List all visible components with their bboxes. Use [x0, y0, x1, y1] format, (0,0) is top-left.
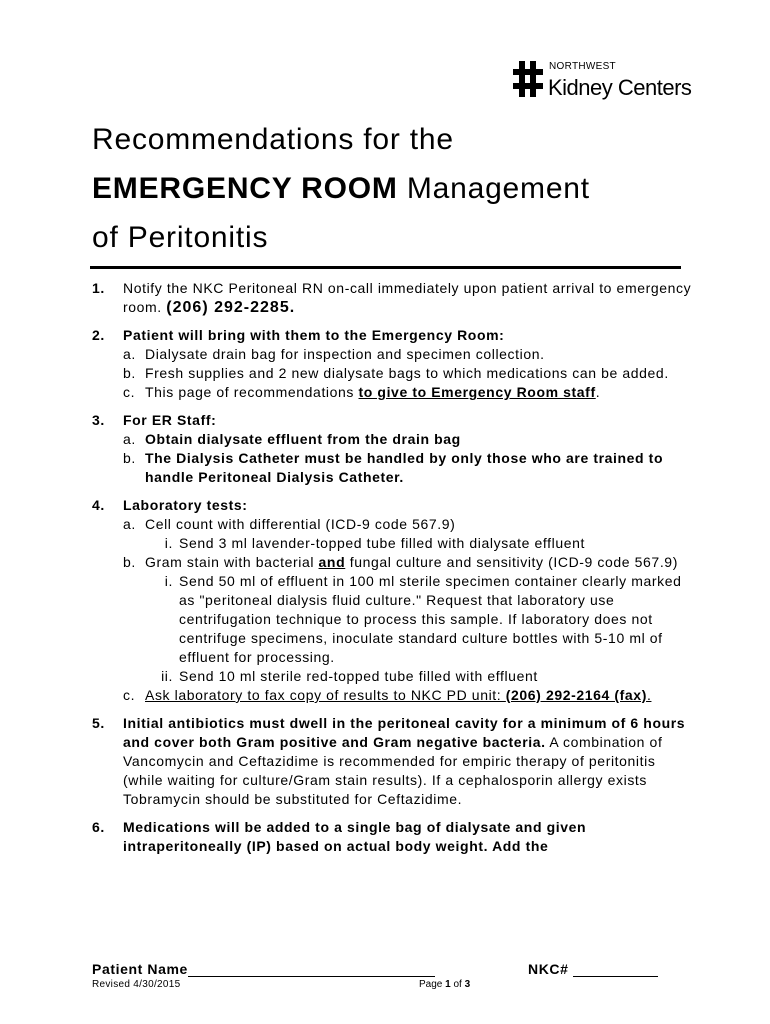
- sub-text-end: fungal culture and sensitivity (ICD-9 code 567.9): [345, 554, 678, 570]
- sub-label: b.: [123, 554, 136, 570]
- sub-text: Dialysate drain bag for inspection and specimen collection.: [145, 346, 545, 362]
- list-item-6: [92, 818, 692, 856]
- list-item-4: [92, 496, 692, 705]
- sub-text-end: .: [646, 687, 652, 703]
- sub-text: Fresh supplies and 2 new dialysate bags to which medications can be added.: [145, 365, 669, 381]
- sub-sub-item-b-ii: [123, 667, 692, 686]
- sub-label: a.: [123, 431, 136, 447]
- patient-info-footer: [92, 961, 682, 977]
- sub-label: b.: [123, 365, 136, 381]
- list-item-3: [92, 411, 692, 487]
- sub-item-b: [123, 449, 692, 487]
- item-text: Notify the NKC Peritoneal RN on-call immediately upon patient arrival to emergency room.: [123, 280, 692, 315]
- title-line-2-rest: Management: [397, 172, 590, 205]
- sub-item-b: [123, 553, 692, 572]
- logo-org-main: Kidney Centers: [548, 75, 692, 100]
- sub-label: b.: [123, 450, 136, 466]
- nkc-label: NKC#: [528, 961, 569, 977]
- and-emphasis: and: [318, 554, 346, 570]
- page-number: [419, 979, 470, 990]
- sub-text: Obtain dialysate effluent from the drain bag: [145, 431, 461, 447]
- sub-label: ii.: [161, 668, 173, 684]
- sub-text: Cell count with differential (ICD-9 code 567.9): [145, 516, 456, 532]
- list-item-5: [92, 714, 692, 809]
- item-heading: Patient will bring with them to the Emergency Room:: [123, 327, 505, 343]
- recommendations-list: [92, 279, 692, 865]
- fax-number: (206) 292-2164 (fax): [505, 687, 647, 703]
- sub-text: Send 10 ml sterile red-topped tube filled with effluent: [179, 668, 538, 684]
- item-heading: Laboratory tests:: [123, 497, 248, 513]
- sub-sub-item-a-i: [123, 534, 692, 553]
- title-rule: [90, 266, 681, 269]
- kidney-centers-logo-icon: [513, 61, 543, 97]
- sub-text: Gram stain with bacterial: [145, 554, 319, 570]
- sub-text-end: .: [595, 384, 601, 400]
- title-line-1: Recommendations for the: [92, 123, 454, 156]
- sub-label: c.: [123, 384, 136, 400]
- sub-text: Send 50 ml of effluent in 100 ml sterile specimen container clearly marked as "peritoneal dialysis fluid culture." Request that laboratory use centrifugation technique to process this sample. If laboratory does not centrifuge specimens, inoculate standard culture bottles with 5-10 ml of effluent for processing.: [179, 573, 682, 665]
- title-line-3: of Peritonitis: [92, 221, 269, 254]
- er-staff-emphasis: to give to Emergency Room staff: [358, 384, 596, 400]
- sub-text: Ask laboratory to fax copy of results to NKC PD unit:: [145, 687, 506, 703]
- item-number: 3.: [92, 412, 105, 428]
- revised-date: Revised 4/30/2015: [92, 979, 181, 990]
- sub-text: The Dialysis Catheter must be handled by only those who are trained to handle Peritoneal Dialysis Catheter.: [145, 450, 664, 485]
- item-number: 6.: [92, 819, 105, 835]
- sub-text: This page of recommendations: [145, 384, 359, 400]
- patient-name-label: Patient Name: [92, 961, 188, 977]
- list-item-2: [92, 326, 692, 402]
- sub-label: a.: [123, 346, 136, 362]
- nkc-number-group: [528, 961, 658, 977]
- list-item-1: [92, 279, 692, 317]
- title-emphasis: EMERGENCY ROOM: [92, 172, 398, 205]
- sub-label: a.: [123, 516, 136, 532]
- page-mid: of: [450, 979, 465, 990]
- sub-label: i.: [164, 535, 173, 551]
- item-number: 4.: [92, 497, 105, 513]
- sub-text: Send 3 ml lavender-topped tube filled with dialysate effluent: [179, 535, 586, 551]
- oncall-phone: (206) 292-2285.: [166, 299, 296, 316]
- item-bold-text: Medications will be added to a single bag of dialysate and given intraperitoneally (IP) based on actual body weight. Add the: [123, 819, 587, 854]
- sub-item-c: [123, 383, 692, 402]
- sub-label: c.: [123, 687, 136, 703]
- nkc-number-field[interactable]: [573, 962, 658, 977]
- sub-label: i.: [164, 573, 173, 589]
- item-heading: For ER Staff:: [123, 412, 217, 428]
- sub-item-b: [123, 364, 692, 383]
- item-number: 2.: [92, 327, 105, 343]
- northwest-kidney-centers-logo: [513, 59, 703, 103]
- item-number: 1.: [92, 280, 105, 296]
- page-current: 1: [445, 979, 451, 990]
- item-number: 5.: [92, 715, 105, 731]
- patient-name-field[interactable]: [188, 962, 435, 977]
- item-text: A combination of Vancomycin and Ceftazidime is recommended for empiric therapy of peritonitis (while waiting for culture/Gram stain results). If a cephalosporin allergy exists Tobramycin should be substituted for Ceftazidime.: [123, 734, 663, 807]
- sub-item-a: [123, 345, 692, 364]
- item-bold-text: Initial antibiotics must dwell in the peritoneal cavity for a minimum of 6 hours and cover both Gram positive and Gram negative bacteria.: [123, 715, 686, 750]
- sub-item-c: [123, 686, 692, 705]
- title-line-2: [92, 171, 590, 207]
- sub-sub-item-b-i: [123, 572, 692, 667]
- sub-item-a: [123, 515, 692, 534]
- page-pre: Page: [419, 979, 446, 990]
- sub-item-a: [123, 430, 692, 449]
- logo-org-top: NORTHWEST: [549, 61, 616, 72]
- page-total: 3: [464, 979, 471, 990]
